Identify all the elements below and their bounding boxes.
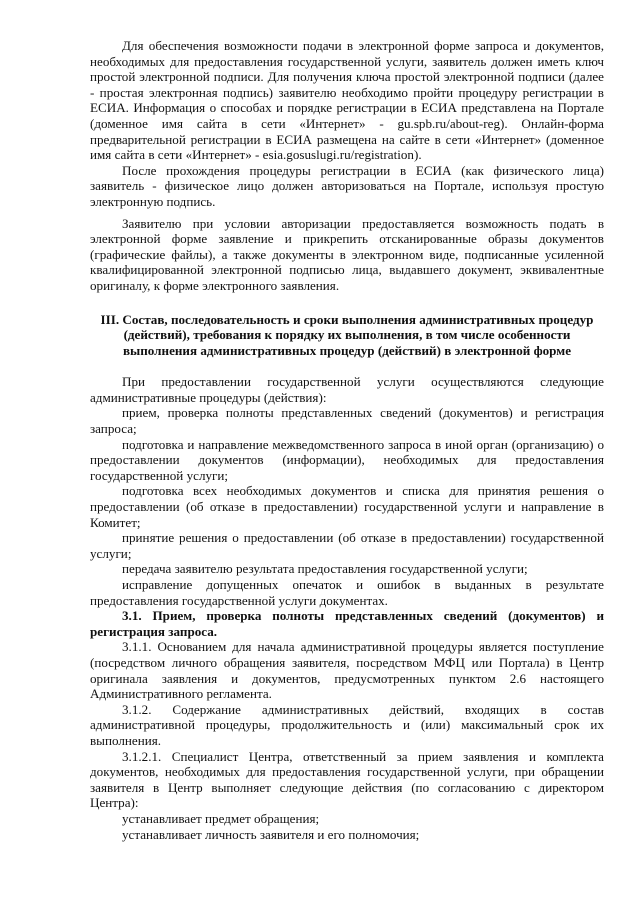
procedure-item: исправление допущенных опечаток и ошибок в выданных в результате предоставления государственной услуги документах.: [90, 577, 604, 608]
action-item: устанавливает предмет обращения;: [122, 810, 320, 826]
section-heading: III. Состав, последовательность и сроки выполнения административных процедур (действий), требования к порядку их выполнения, в том числе особенности выполнения административных процедур (действий) в электронной форме: [100, 311, 594, 358]
procedure-item: принятие решения о предоставлении (об отказе в предоставлении) государственной услуги;: [90, 530, 604, 561]
procedure-item: подготовка всех необходимых документов и списка для принятия решения о предоставлении (об отказе в предоставлении) государственной услуги и направление в Комитет;: [90, 483, 604, 530]
action-item: устанавливает личность заявителя и его полномочия;: [122, 826, 420, 842]
paragraph-electronic-signature: Для обеспечения возможности подачи в электронной форме запроса и документов, необходимых для предоставления государственной услуги, заявитель должен иметь ключ простой электронной подписи. Для получения ключа простой электронной подписи (далее - простая электронная подпись) заявителю необходимо пройти процедуру регистрации в ЕСИА. Информация о способах и порядке регистрации в ЕСИА представлена на Портале (доменное имя сайта в сети «Интернет» - gu.spb.ru/about-reg). Онлайн-форма предварительной регистрации в ЕСИА размещена на сайте в сети «Интернет» (доменное имя сайта в сети «Интернет» - esia.gosuslugi.ru/registration).: [90, 38, 604, 163]
clause-3-1-2: 3.1.2. Содержание административных действий, входящих в состав административной процедуры, продолжительность и (или) максимальный срок их выполнения.: [90, 701, 604, 748]
clause-3-1-1: 3.1.1. Основанием для начала административной процедуры является поступление (посредством личного обращения заявителя, посредством МФЦ или Портала) в Центр оригинала заявления и документов, предусмотренных пунктом 2.6 настоящего Административного регламента.: [90, 639, 604, 702]
procedure-item: передача заявителю результата предоставления государственной услуги;: [122, 561, 528, 577]
procedure-item: прием, проверка полноты представленных сведений (документов) и регистрация запроса;: [90, 405, 604, 437]
paragraph-electronic-application: Заявителю при условии авторизации предоставляется возможность подать в электронной форме заявление и прикрепить отсканированные образы документов (графические файлы), а также документы в электронном виде, подписанные усиленной квалифицированной электронной подписью лица, выдавшего документ, эквивалентные оригиналу, к форме электронного заявления.: [90, 215, 604, 293]
clause-3-1-2-1: 3.1.2.1. Специалист Центра, ответственный за прием заявления и комплекта документов, необходимых для предоставления государственной услуги, при обращении заявителя в Центр выполняет следующие действия (по согласованию с директором Центра):: [90, 748, 604, 811]
procedure-item: подготовка и направление межведомственного запроса в иной орган (организацию) о предоставлении документов (информации), необходимых для предоставления государственной услуги;: [90, 436, 604, 483]
subsection-heading: 3.1. Прием, проверка полноты представленных сведений (документов) и регистрация запроса.: [90, 608, 604, 639]
procedures-intro: При предоставлении государственной услуги осуществляются следующие административные процедуры (действия):: [90, 374, 604, 405]
paragraph-authorization: После прохождения процедуры регистрации в ЕСИА (как физического лица) заявитель - физическое лицо должен авторизоваться на Портале, используя простую электронную подпись.: [90, 162, 604, 209]
